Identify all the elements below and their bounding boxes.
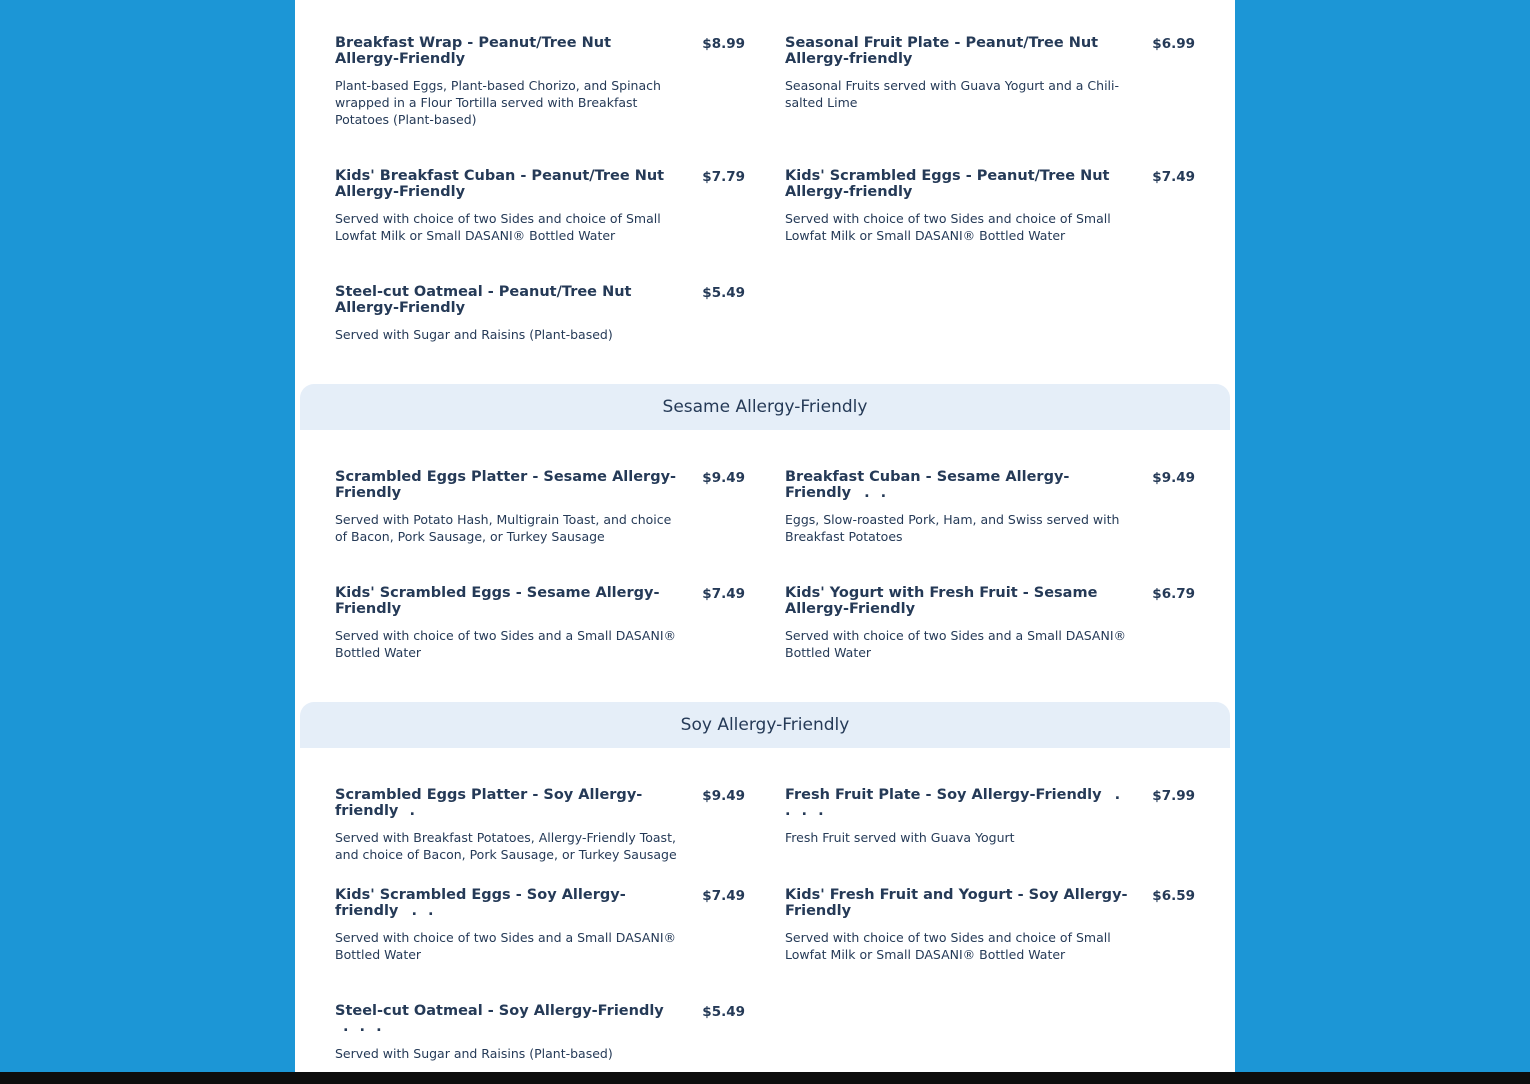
item-description: Seasonal Fruits served with Guava Yogurt and a Chili-salted Lime: [785, 78, 1120, 110]
item-name: Breakfast Wrap - Peanut/Tree Nut Allergy-Friendly: [335, 35, 612, 67]
item-price: $5.49: [702, 1004, 745, 1020]
item-price: $9.49: [702, 788, 745, 804]
leader-dots: . . .: [343, 1019, 385, 1035]
item-price: $7.99: [1152, 788, 1195, 804]
item-description: Served with choice of two Sides and a Small DASANI® Bottled Water: [335, 930, 677, 962]
item-name: Breakfast Cuban - Sesame Allergy-Friendly: [785, 469, 1070, 501]
item-name: Kids' Scrambled Eggs - Peanut/Tree Nut Allergy-friendly: [785, 168, 1110, 200]
item-price: $9.49: [1152, 470, 1195, 486]
item-price: $8.99: [702, 36, 745, 52]
menu-item[interactable]: [335, 284, 745, 343]
item-name: Kids' Scrambled Eggs - Sesame Allergy-Friendly: [335, 585, 660, 617]
item-price: $7.79: [702, 169, 745, 185]
item-price: $5.49: [702, 285, 745, 301]
item-price: $7.49: [702, 888, 745, 904]
menu-item[interactable]: [335, 585, 745, 661]
item-name: Scrambled Eggs Platter - Sesame Allergy-Friendly: [335, 469, 677, 501]
item-description: Served with Potato Hash, Multigrain Toast, and choice of Bacon, Pork Sausage, or Turkey Sausage: [335, 512, 672, 544]
item-name-wrap: [335, 887, 680, 919]
item-description: Served with choice of two Sides and a Small DASANI® Bottled Water: [335, 628, 677, 660]
item-name: Kids' Yogurt with Fresh Fruit - Sesame Allergy-Friendly: [785, 585, 1098, 617]
section-header-sesame: Sesame Allergy-Friendly: [300, 384, 1230, 430]
item-description: Served with choice of two Sides and a Small DASANI® Bottled Water: [785, 628, 1127, 660]
item-name: Steel-cut Oatmeal - Peanut/Tree Nut Allergy-Friendly: [335, 284, 632, 316]
menu-item[interactable]: [785, 585, 1195, 661]
item-name: Kids' Scrambled Eggs - Soy Allergy-friendly: [335, 887, 626, 919]
menu-item[interactable]: [335, 887, 745, 963]
item-price: $6.59: [1152, 888, 1195, 904]
menu-item[interactable]: [785, 469, 1195, 545]
item-price: $7.49: [702, 586, 745, 602]
leader-dots: . .: [411, 903, 437, 919]
item-name: Fresh Fruit Plate - Soy Allergy-Friendly: [785, 787, 1102, 803]
item-description: Served with choice of two Sides and choice of Small Lowfat Milk or Small DASANI® Bottled Water: [785, 930, 1111, 962]
item-name: Kids' Breakfast Cuban - Peanut/Tree Nut Allergy-Friendly: [335, 168, 665, 200]
item-description: Served with Sugar and Raisins (Plant-based): [335, 1046, 613, 1061]
item-description: Served with choice of two Sides and choice of Small Lowfat Milk or Small DASANI® Bottled Water: [785, 211, 1111, 243]
item-description: Served with Breakfast Potatoes, Allergy-Friendly Toast, and choice of Bacon, Pork Sausage, or Turkey Sausage: [335, 830, 677, 862]
item-description: Eggs, Slow-roasted Pork, Ham, and Swiss served with Breakfast Potatoes: [785, 512, 1120, 544]
menu-item[interactable]: [335, 469, 745, 545]
bottom-bar: [0, 1072, 1530, 1084]
item-name: Scrambled Eggs Platter - Soy Allergy-friendly: [335, 787, 643, 819]
item-price: $9.49: [702, 470, 745, 486]
item-description: Fresh Fruit served with Guava Yogurt: [785, 830, 1015, 845]
menu-item[interactable]: [785, 887, 1195, 963]
item-name-wrap: [335, 1003, 680, 1035]
item-price: $7.49: [1152, 169, 1195, 185]
leader-dots: . .: [864, 485, 890, 501]
item-name: Seasonal Fruit Plate - Peanut/Tree Nut Allergy-friendly: [785, 35, 1099, 67]
item-name-wrap: [335, 787, 680, 819]
item-name: Steel-cut Oatmeal - Soy Allergy-Friendly: [335, 1003, 664, 1019]
item-name: Kids' Fresh Fruit and Yogurt - Soy Allergy-Friendly: [785, 887, 1128, 919]
menu-item[interactable]: [335, 787, 745, 863]
item-description: Served with Sugar and Raisins (Plant-based): [335, 327, 613, 342]
leader-dots: .: [409, 803, 418, 819]
item-name-wrap: [785, 787, 1130, 819]
menu-item[interactable]: [335, 1003, 745, 1062]
item-description: Plant-based Eggs, Plant-based Chorizo, and Spinach wrapped in a Flour Tortilla served with Breakfast Potatoes (Plant-based): [335, 78, 661, 127]
menu-item[interactable]: [335, 35, 745, 128]
item-name-wrap: [785, 469, 1130, 501]
menu-item[interactable]: [785, 168, 1195, 244]
menu-item[interactable]: [785, 35, 1195, 111]
leader-dots: . . . .: [785, 787, 1124, 819]
item-price: $6.99: [1152, 36, 1195, 52]
item-description: Served with choice of two Sides and choice of Small Lowfat Milk or Small DASANI® Bottled Water: [335, 211, 661, 243]
menu-item[interactable]: [335, 168, 745, 244]
section-header-soy: Soy Allergy-Friendly: [300, 702, 1230, 748]
menu-item[interactable]: [785, 787, 1195, 846]
item-price: $6.79: [1152, 586, 1195, 602]
